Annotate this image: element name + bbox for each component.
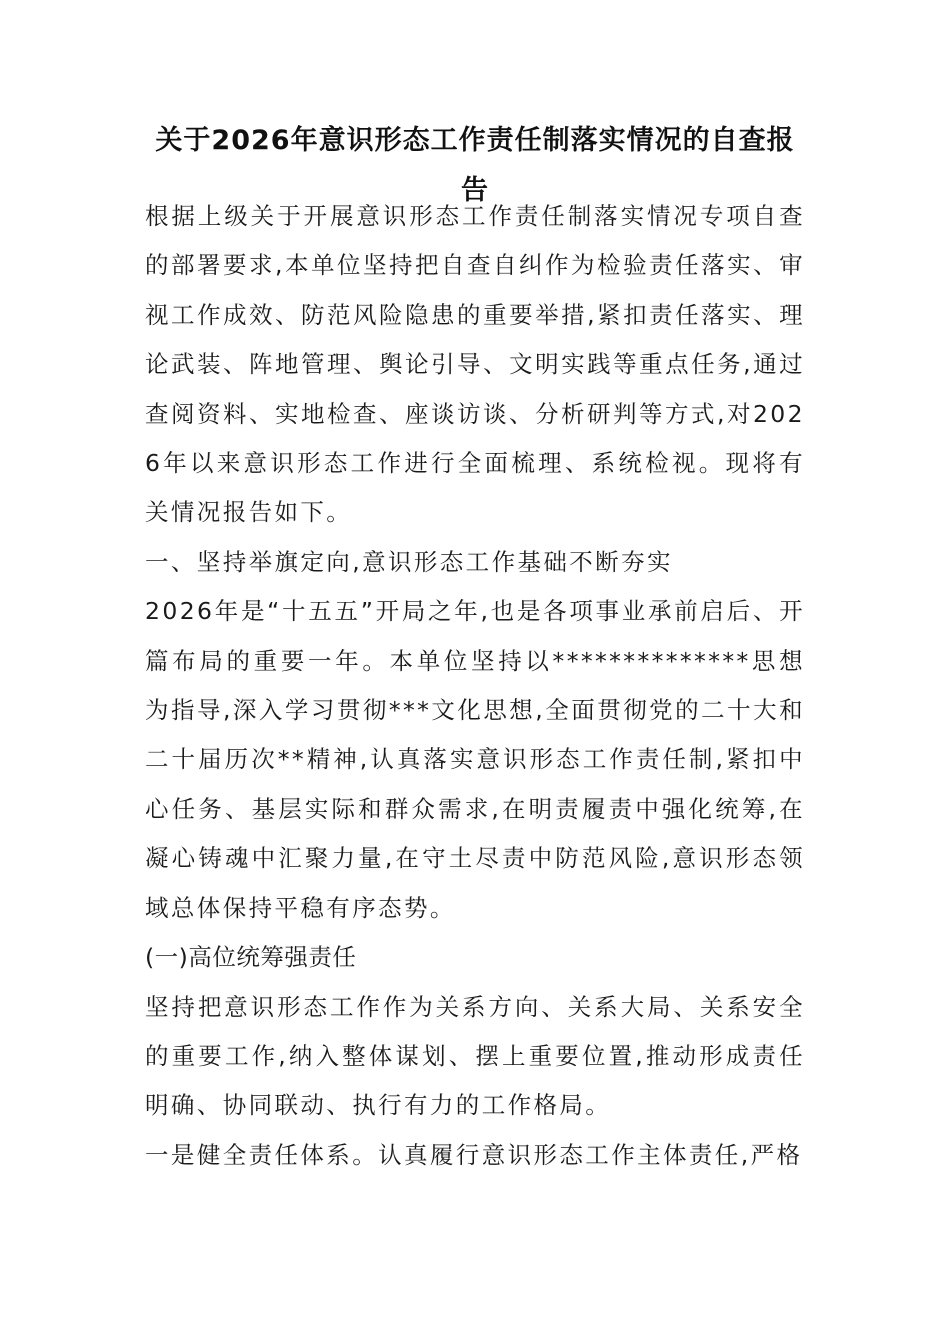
document-title: 关于2026年意识形态工作责任制落实情况的自查报告 <box>155 125 795 206</box>
point-paragraph-1: 一是健全责任体系。认真履行意识形态工作主体责任,严格 <box>145 1140 803 1169</box>
document-body <box>145 192 805 1180</box>
intro-paragraph: 根据上级关于开展意识形态工作责任制落实情况专项自查的部署要求,本单位坚持把自查自纠作为检验责任落实、审视工作成效、防范风险隐患的重要举措,紧扣责任落实、理论武装、阵地管理、舆论引导、文明实践等重点任务,通过查阅资料、实地检查、座谈访谈、分析研判等方式,对2026年以来意识形态工作进行全面梳理、系统检视。现将有关情况报告如下。 <box>145 202 805 527</box>
section-paragraph-1: 2026年是“十五五”开局之年,也是各项事业承前启后、开篇布局的重要一年。本单位坚持以**************思想为指导,深入学习贯彻***文化思想,全面贯彻党的二十大和二十届历次**精神,认真落实意识形态工作责任制,紧扣中心任务、基层实际和群众需求,在明责履责中强化统筹,在凝心铸魂中汇聚力量,在守土尽责中防范风险,意识形态领域总体保持平稳有序态势。 <box>145 597 805 922</box>
subsection-heading-1: (一)高位统筹强责任 <box>145 943 357 972</box>
subsection-paragraph-1: 坚持把意识形态工作作为关系方向、关系大局、关系安全的重要工作,纳入整体谋划、摆上重要位置,推动形成责任明确、协同联动、执行有力的工作格局。 <box>145 992 805 1120</box>
section-heading-1: 一、坚持举旗定向,意识形态工作基础不断夯实 <box>145 547 673 576</box>
